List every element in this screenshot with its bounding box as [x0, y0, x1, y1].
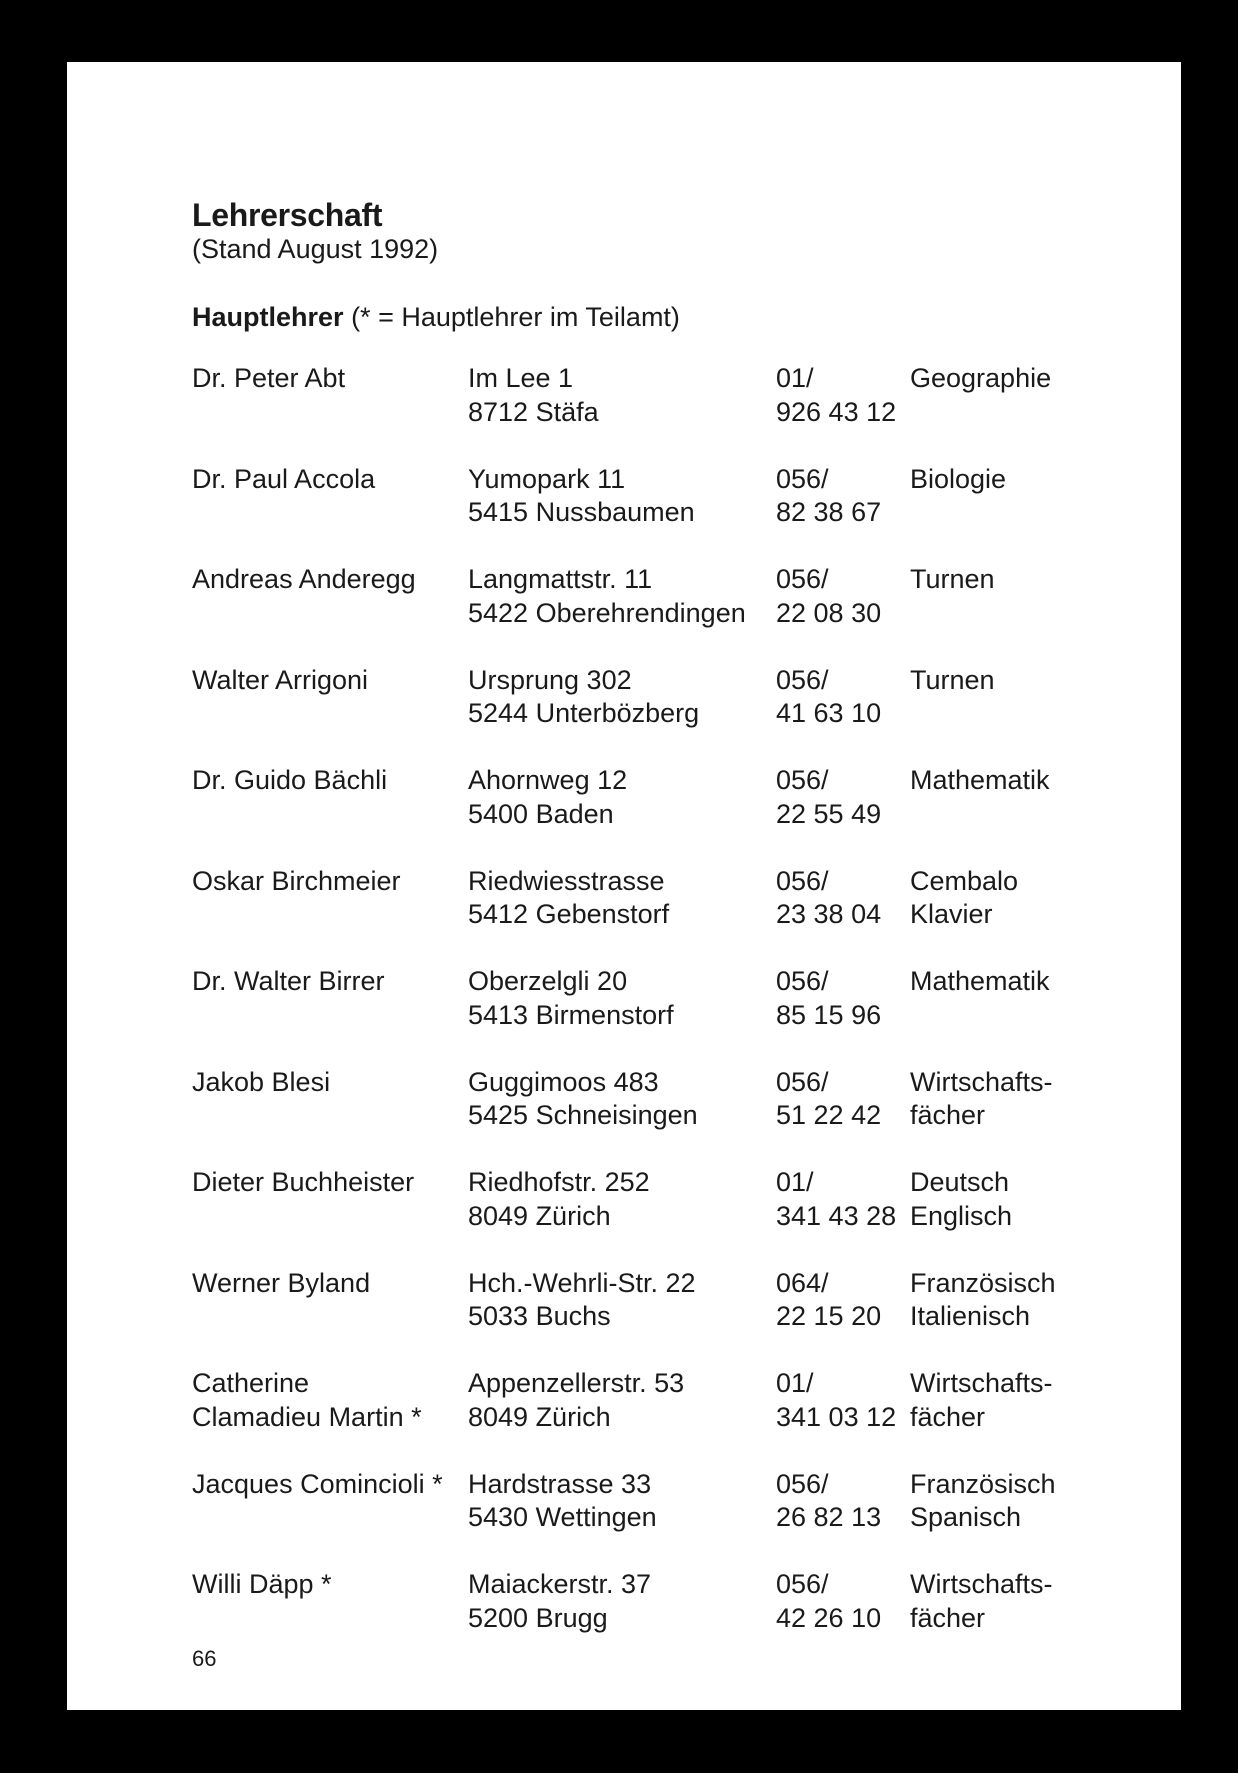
teacher-name-line: Jacques Comincioli *	[192, 1468, 443, 1499]
teacher-name-line: Catherine	[192, 1368, 310, 1398]
teacher-subjects-line: Spanisch	[910, 1502, 1022, 1532]
teacher-address	[468, 362, 599, 429]
page-number: 66	[192, 1646, 217, 1671]
teacher-name	[192, 463, 375, 530]
teacher-subjects	[910, 563, 995, 630]
teacher-name-line	[192, 1501, 443, 1535]
list-item	[192, 1568, 1112, 1669]
teacher-subjects	[910, 1468, 1056, 1535]
teacher-address-line: Hardstrasse 33	[468, 1468, 652, 1499]
teacher-name-line: Oskar Birchmeier	[192, 865, 401, 896]
teacher-name-line	[192, 697, 368, 731]
teacher-subjects-line: Biologie	[910, 463, 1007, 494]
page-subtitle: (Stand August 1992)	[192, 234, 439, 264]
teacher-subjects-line	[910, 999, 1050, 1033]
teacher-phone	[776, 664, 881, 731]
teacher-name-line: Willi Däpp *	[192, 1569, 332, 1599]
teacher-name-line: Jakob Blesi	[192, 1066, 331, 1097]
teacher-address	[468, 1468, 657, 1535]
teacher-subjects-line: Italienisch	[910, 1301, 1031, 1331]
teacher-phone-line: 41 63 10	[776, 698, 882, 728]
teacher-address-line: 5412 Gebenstorf	[468, 899, 670, 929]
teacher-name-line: Dr. Guido Bächli	[192, 765, 388, 795]
page-title: Lehrerschaft	[192, 197, 383, 233]
teacher-phone-line: 01/	[776, 1167, 814, 1197]
teacher-name	[192, 1367, 422, 1434]
teacher-address-line: 5422 Oberehrendingen	[468, 597, 746, 628]
teacher-address-line: Yumopark 11	[468, 463, 626, 494]
teacher-name-line: Clamadieu Martin *	[192, 1401, 422, 1432]
teacher-phone-line: 056/	[776, 966, 829, 996]
teacher-phone	[776, 865, 881, 932]
teacher-phone-line: 01/	[776, 1368, 814, 1398]
teacher-address-line: 5244 Unterbözberg	[468, 698, 700, 728]
teacher-phone	[776, 1468, 881, 1535]
teacher-subjects-line	[910, 697, 995, 731]
teacher-phone-line: 056/	[776, 664, 829, 695]
teacher-name	[192, 1468, 443, 1535]
teacher-name	[192, 1267, 370, 1334]
teacher-address-line: Oberzelgli 20	[468, 966, 628, 996]
teacher-list	[192, 362, 1112, 1669]
teacher-phone	[776, 1066, 881, 1133]
teacher-address	[468, 664, 699, 731]
teacher-phone	[776, 1568, 881, 1635]
list-item	[192, 664, 1112, 765]
teacher-phone-line: 056/	[776, 1569, 829, 1599]
teacher-phone-line: 82 38 67	[776, 497, 882, 527]
teacher-phone-line: 064/	[776, 1267, 829, 1298]
list-item	[192, 1066, 1112, 1167]
teacher-subjects	[910, 1568, 1053, 1635]
teacher-name	[192, 865, 401, 932]
list-item	[192, 463, 1112, 564]
teacher-subjects-line: Wirtschafts-	[910, 1569, 1053, 1599]
teacher-name	[192, 764, 387, 831]
list-item	[192, 1468, 1112, 1569]
teacher-phone-line: 056/	[776, 765, 829, 795]
teacher-subjects	[910, 1367, 1053, 1434]
teacher-subjects	[910, 362, 1051, 429]
teacher-phone	[776, 563, 881, 630]
teacher-address	[468, 563, 746, 630]
teacher-address	[468, 764, 627, 831]
teacher-subjects-line: Klavier	[910, 899, 993, 929]
document-page	[67, 62, 1181, 1710]
teacher-name-line	[192, 1200, 414, 1234]
teacher-phone-line: 26 82 13	[776, 1502, 882, 1532]
teacher-phone-line: 056/	[776, 865, 829, 896]
teacher-subjects-line: Geographie	[910, 363, 1052, 393]
teacher-address	[468, 965, 674, 1032]
teacher-address-line: Im Lee 1	[468, 363, 574, 393]
teacher-address-line: Langmattstr. 11	[468, 564, 653, 594]
teacher-name-line	[192, 1099, 330, 1133]
teacher-subjects	[910, 865, 1018, 932]
teacher-phone-line: 85 15 96	[776, 999, 882, 1030]
teacher-subjects-line: fächer	[910, 1602, 986, 1633]
teacher-address-line: Riedhofstr. 252	[468, 1167, 650, 1197]
teacher-address-line: Appenzellerstr. 53	[468, 1368, 685, 1398]
teacher-name-line	[192, 597, 416, 631]
teacher-subjects-line: Englisch	[910, 1200, 1013, 1231]
teacher-subjects-line: Wirtschafts-	[910, 1066, 1053, 1097]
teacher-address	[468, 1367, 684, 1434]
teacher-address-line: 5033 Buchs	[468, 1301, 611, 1331]
teacher-subjects-line	[910, 496, 1006, 530]
teacher-phone	[776, 1367, 896, 1434]
teacher-subjects-line: Französisch	[910, 1468, 1056, 1499]
teacher-subjects	[910, 1066, 1053, 1133]
teacher-address-line: 5415 Nussbaumen	[468, 497, 695, 527]
section-note: (* = Hauptlehrer im Teilamt)	[351, 302, 680, 332]
teacher-phone-line: 51 22 42	[776, 1100, 882, 1130]
teacher-address	[468, 1066, 698, 1133]
teacher-phone	[776, 362, 896, 429]
teacher-name	[192, 1166, 414, 1233]
teacher-subjects-line	[910, 597, 995, 631]
teacher-address-line: Ursprung 302	[468, 664, 632, 695]
teacher-name-line	[192, 396, 345, 430]
teacher-phone-line: 341 03 12	[776, 1401, 897, 1432]
teacher-subjects	[910, 965, 1050, 1032]
teacher-address-line: Riedwiesstrasse	[468, 865, 665, 896]
teacher-subjects-line	[910, 798, 1050, 832]
teacher-phone-line: 22 55 49	[776, 798, 882, 829]
teacher-name-line	[192, 496, 375, 530]
teacher-subjects-line: Französisch	[910, 1267, 1056, 1298]
teacher-phone	[776, 1166, 896, 1233]
teacher-phone-line: 22 08 30	[776, 597, 882, 628]
teacher-phone-line: 01/	[776, 363, 814, 393]
teacher-subjects	[910, 463, 1006, 530]
teacher-subjects-line: Cembalo	[910, 865, 1019, 896]
teacher-subjects-line: Turnen	[910, 664, 995, 695]
teacher-phone-line: 056/	[776, 463, 829, 494]
teacher-name-line: Dr. Paul Accola	[192, 463, 376, 494]
list-item	[192, 865, 1112, 966]
teacher-name	[192, 965, 385, 1032]
teacher-name-line: Walter Arrigoni	[192, 664, 369, 695]
list-item	[192, 1267, 1112, 1368]
teacher-address-line: Ahornweg 12	[468, 765, 628, 795]
teacher-name-line	[192, 999, 385, 1033]
teacher-phone	[776, 1267, 881, 1334]
teacher-name-line: Dieter Buchheister	[192, 1167, 415, 1197]
teacher-name	[192, 1568, 332, 1635]
teacher-address-line: 5200 Brugg	[468, 1602, 608, 1633]
teacher-address	[468, 463, 695, 530]
teacher-phone-line: 341 43 28	[776, 1200, 897, 1231]
teacher-phone-line: 926 43 12	[776, 396, 897, 427]
teacher-phone-line: 22 15 20	[776, 1301, 882, 1331]
teacher-address	[468, 865, 669, 932]
teacher-phone-line: 056/	[776, 1468, 829, 1499]
teacher-subjects-line: Mathematik	[910, 966, 1050, 996]
teacher-address-line: 5400 Baden	[468, 798, 614, 829]
teacher-phone-line: 056/	[776, 1066, 829, 1097]
section-heading	[192, 302, 680, 333]
teacher-address-line: Maiackerstr. 37	[468, 1569, 652, 1599]
teacher-name	[192, 362, 345, 429]
list-item	[192, 1166, 1112, 1267]
teacher-subjects-line: Mathematik	[910, 765, 1050, 795]
teacher-address-line: 8049 Zürich	[468, 1200, 611, 1231]
teacher-name	[192, 563, 416, 630]
teacher-name	[192, 1066, 330, 1133]
teacher-phone-line: 23 38 04	[776, 899, 882, 929]
teacher-name-line	[192, 798, 387, 832]
teacher-name-line: Andreas Anderegg	[192, 564, 416, 594]
teacher-address-line: 8049 Zürich	[468, 1401, 611, 1432]
teacher-name-line	[192, 1602, 332, 1636]
teacher-subjects-line: fächer	[910, 1401, 986, 1432]
teacher-address-line: 5430 Wettingen	[468, 1502, 657, 1532]
teacher-address	[468, 1267, 696, 1334]
teacher-subjects-line: Turnen	[910, 564, 995, 594]
teacher-subjects-line: Deutsch	[910, 1167, 1010, 1197]
teacher-subjects	[910, 1166, 1012, 1233]
teacher-subjects-line: Wirtschafts-	[910, 1368, 1053, 1398]
list-item	[192, 764, 1112, 865]
teacher-address-line: 8712 Stäfa	[468, 396, 599, 427]
teacher-phone	[776, 965, 881, 1032]
list-item	[192, 1367, 1112, 1468]
teacher-address-line: 5413 Birmenstorf	[468, 999, 674, 1030]
teacher-name-line	[192, 898, 401, 932]
teacher-subjects	[910, 664, 995, 731]
teacher-name-line: Werner Byland	[192, 1267, 371, 1298]
teacher-subjects	[910, 764, 1050, 831]
teacher-address	[468, 1568, 651, 1635]
section-label: Hauptlehrer	[192, 302, 344, 332]
teacher-phone	[776, 764, 881, 831]
list-item	[192, 563, 1112, 664]
teacher-subjects	[910, 1267, 1056, 1334]
teacher-name	[192, 664, 368, 731]
teacher-phone	[776, 463, 881, 530]
teacher-address-line: 5425 Schneisingen	[468, 1100, 698, 1130]
teacher-name-line	[192, 1300, 370, 1334]
list-item	[192, 362, 1112, 463]
teacher-subjects-line: fächer	[910, 1100, 986, 1130]
teacher-address	[468, 1166, 650, 1233]
teacher-phone-line: 42 26 10	[776, 1602, 882, 1633]
teacher-address-line: Hch.-Wehrli-Str. 22	[468, 1267, 696, 1298]
list-item	[192, 965, 1112, 1066]
teacher-name-line: Dr. Peter Abt	[192, 363, 346, 393]
teacher-name-line: Dr. Walter Birrer	[192, 966, 385, 996]
teacher-phone-line: 056/	[776, 564, 829, 594]
teacher-address-line: Guggimoos 483	[468, 1066, 659, 1097]
teacher-subjects-line	[910, 396, 1051, 430]
